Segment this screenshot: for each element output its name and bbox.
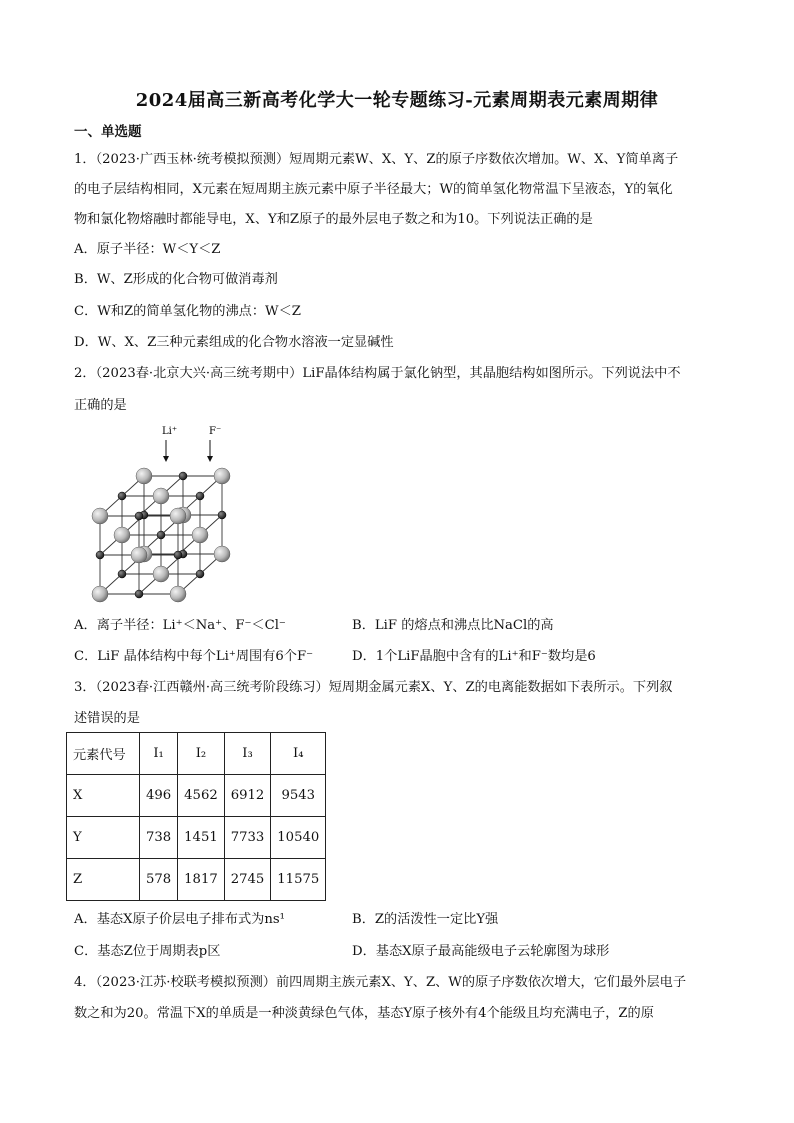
table-header-row: [67, 733, 326, 775]
q1-line-3: 物和氯化物熔融时都能导电，X、Y和Z原子的最外层电子数之和为10。下列说法正确的是: [74, 212, 593, 227]
table-cell: 1451: [178, 817, 225, 859]
li-ion-sphere: [96, 551, 104, 559]
f-ion-sphere: [153, 566, 169, 582]
f-ion-sphere: [92, 586, 108, 602]
li-ion-sphere: [118, 492, 126, 500]
table-header-cell: 元素代号: [67, 733, 140, 775]
table-cell: 11575: [271, 859, 326, 901]
li-ion-sphere: [135, 512, 143, 520]
table-cell: 10540: [271, 817, 326, 859]
table-row: [67, 859, 326, 901]
q2-line-1: 2．（2023春·北京大兴·高三统考期中）LiF晶体结构属于氯化钠型，其晶胞结构如图所示。下列说法中不: [74, 366, 681, 381]
table-header-cell: I₁: [140, 733, 178, 775]
table-cell: Y: [67, 817, 140, 859]
f-ion-sphere: [170, 586, 186, 602]
li-ion-label: Li⁺: [162, 426, 178, 437]
q1-line-1: 1．（2023·广西玉林·统考模拟预测）短周期元素W、X、Y、Z的原子序数依次增加。W、X、Y简单离子: [74, 152, 679, 167]
table-cell: Z: [67, 859, 140, 901]
table-cell: 496: [140, 775, 178, 817]
q3-option-d: D．基态X原子最高能级电子云轮廓图为球形: [352, 944, 610, 959]
q3-option-b: B．Z的活泼性一定比Y强: [352, 912, 499, 927]
f-ion-sphere: [153, 488, 169, 504]
li-ion-sphere: [135, 590, 143, 598]
q1-line-2: 的电子层结构相同，X元素在短周期主族元素中原子半径最大；W的简单氢化物常温下呈液态，Y的氧化: [74, 182, 673, 197]
table-header-cell: I₄: [271, 733, 326, 775]
table-cell: 9543: [271, 775, 326, 817]
table-header-cell: I₂: [178, 733, 225, 775]
li-ion-sphere: [196, 570, 204, 578]
q3-option-a: A．基态X原子价层电子排布式为ns¹: [74, 912, 285, 927]
li-ion-sphere: [174, 551, 182, 559]
f-ion-sphere: [131, 547, 147, 563]
q1-option-d: D．W、X、Z三种元素组成的化合物水溶液一定显碱性: [74, 335, 394, 350]
f-ion-sphere: [170, 508, 186, 524]
q2-option-c: C．LiF 晶体结构中每个Li⁺周围有6个F⁻: [74, 649, 314, 664]
f-ion-sphere: [192, 527, 208, 543]
table-cell: 6912: [224, 775, 271, 817]
document-title: 2024届高三新高考化学大一轮专题练习-元素周期表元素周期律: [135, 90, 659, 111]
f-ion-sphere: [92, 508, 108, 524]
li-ion-sphere: [157, 531, 165, 539]
li-arrowhead-icon: [163, 456, 169, 462]
ionization-energy-table: [66, 732, 326, 901]
q1-option-a: A．原子半径：W＜Y＜Z: [74, 242, 221, 257]
f-ion-label: F⁻: [209, 426, 222, 437]
section-heading: 一、单选题: [74, 124, 142, 140]
li-ion-sphere: [179, 472, 187, 480]
q3-option-c: C．基态Z位于周期表p区: [74, 944, 221, 959]
q2-option-b: B．LiF 的熔点和沸点比NaCl的高: [352, 618, 554, 633]
q1-option-c: C．W和Z的简单氢化物的沸点：W＜Z: [74, 304, 301, 319]
table-cell: 738: [140, 817, 178, 859]
q2-line-2: 正确的是: [74, 398, 127, 413]
q4-line-2: 数之和为20。常温下X的单质是一种淡黄绿色气体，基态Y原子核外有4个能级且均充满电子，Z的原: [74, 1006, 654, 1021]
li-ion-sphere: [218, 511, 226, 519]
table-header-cell: I₃: [224, 733, 271, 775]
table-cell: 4562: [178, 775, 225, 817]
table-row: [67, 775, 326, 817]
li-ion-sphere: [196, 492, 204, 500]
table-cell: 1817: [178, 859, 225, 901]
table-cell: 7733: [224, 817, 271, 859]
table-row: [67, 817, 326, 859]
table-cell: 578: [140, 859, 178, 901]
q3-line-2: 述错误的是: [74, 711, 140, 726]
q2-option-a: A．离子半径：Li⁺＜Na⁺、F⁻＜Cl⁻: [74, 618, 286, 633]
q1-option-b: B．W、Z形成的化合物可做消毒剂: [74, 272, 278, 287]
f-ion-sphere: [114, 527, 130, 543]
table-cell: X: [67, 775, 140, 817]
f-arrowhead-icon: [207, 456, 213, 462]
q3-line-1: 3．（2023春·江西赣州·高三统考阶段练习）短周期金属元素X、Y、Z的电离能数据如下表所示。下列叙: [74, 680, 673, 695]
f-ion-sphere: [214, 546, 230, 562]
li-ion-sphere: [118, 570, 126, 578]
q2-option-d: D．1个LiF晶胞中含有的Li⁺和F⁻数均是6: [352, 649, 596, 664]
table-cell: 2745: [224, 859, 271, 901]
lif-crystal-figure: [72, 422, 232, 606]
q4-line-1: 4．（2023·江苏·校联考模拟预测）前四周期主族元素X、Y、Z、W的原子序数依次增大，它们最外层电子: [74, 975, 687, 990]
f-ion-sphere: [136, 468, 152, 484]
f-ion-sphere: [214, 468, 230, 484]
